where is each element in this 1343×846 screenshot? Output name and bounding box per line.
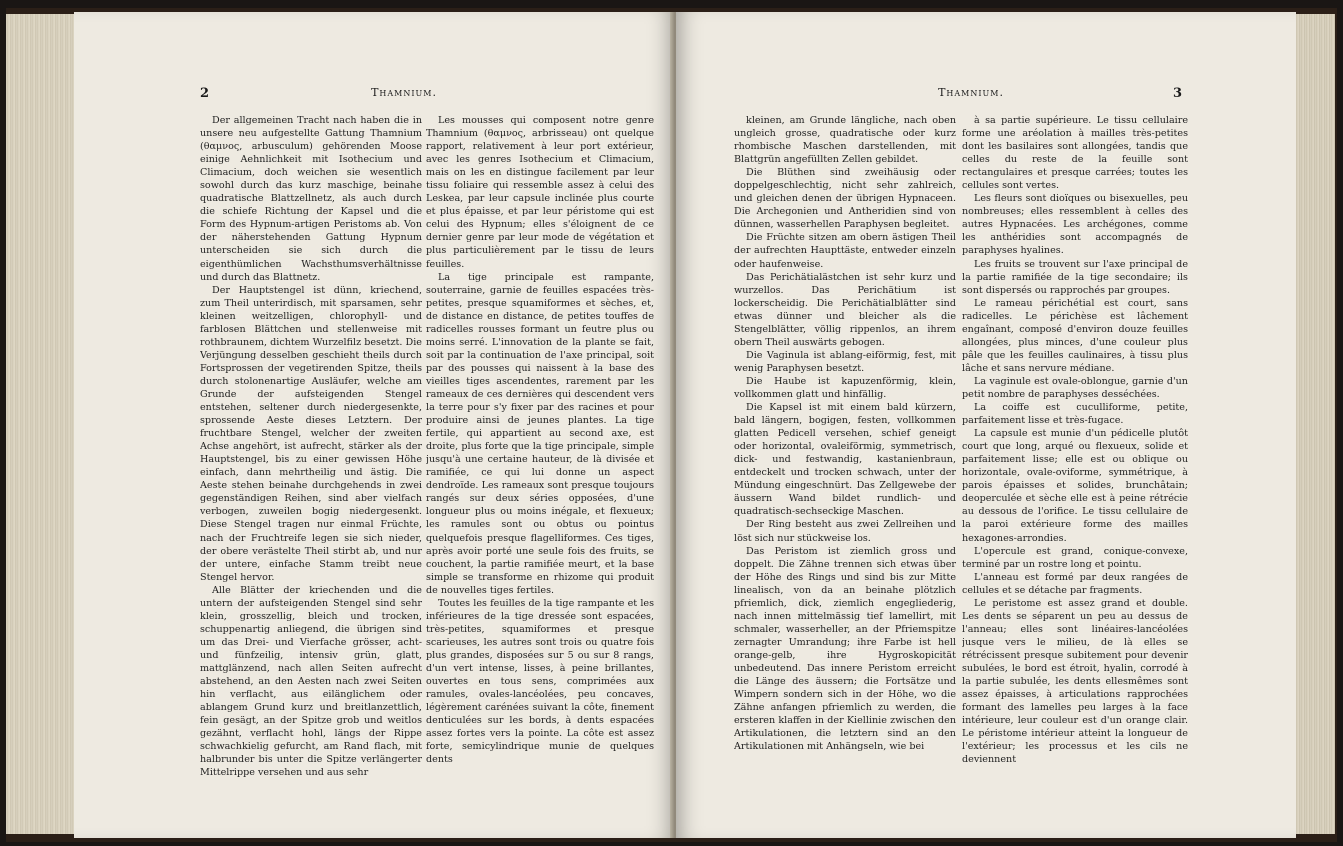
paragraph: Der Ring besteht aus zwei Zellreihen und löst sich nur stückweise los. bbox=[734, 519, 956, 544]
paragraph: L'anneau est formé par deux rangées de cellules et se détache par fragments. bbox=[962, 571, 1188, 596]
paragraph: La capsule est munie d'un pédicelle plutôt court que long, arqué ou flexueux, solide et parfaitement lisse; elle est ou oblique ou horizontale, ovale-oviforme, symmétrique, à parois épaisses et solides, brunchâtain; deoperculée et sèche elle est à peine rétrécie au dessous de l'orifice. Le tissu cellulaire de la paroi extérieure forme des mailles hexagones-arrondies. bbox=[962, 428, 1188, 544]
paragraph: Les mousses qui composent notre genre Thamnium (θαμνος, arbrisseau) ont quelque rapport, relativement à leur port extérieur, avec les genres Isothecium et Climacium, mais on les en distingue facilement par leur tissu foliaire qui ressemble assez à celui des Leskea, par leur capsule inclinée plus courte et plus épaisse, et par leur péristome qui est celui des Hypnum; elles s'éloignent de ce dernier genre par leur mode de végétation et plus particulièrement par le tissu de leurs feuilles. bbox=[426, 115, 654, 270]
french-column bbox=[426, 114, 654, 814]
right-page-edges bbox=[1294, 14, 1335, 834]
paragraph: Der allgemeinen Tracht nach haben die in unsere neu aufgestellte Gattung Thamnium (θαμνος, arbusculum) gehörenden Moose einige Aehnlichkeit mit Isothecium und Climacium, doch weichen sie wesentlich sowohl durch das kurz maschige, beinahe quadratische Blattzellnetz, als auch durch die schiefe Richtung der Kapsel und die Form des Hypnum-artigen Peristoms ab. Von der näherstehenden Gattung Hypnum unterscheiden sie sich durch die eigenthümlichen Wachsthumsverhältnisse und durch das Blattnetz. bbox=[200, 115, 422, 283]
paragraph: Das Perichätialästchen ist sehr kurz und wurzellos. Das Perichätium ist lockerscheidig. Die Perichätialblätter sind etwas dünner und bleicher als die Stengelblätter, völlig rippenlos, an ihrem obern Theil auswärts gebogen. bbox=[734, 271, 956, 348]
paragraph: Les fruits se trouvent sur l'axe principal de la partie ramifiée de la tige secondaire; ils sont dispersés ou rapprochés par groupes. bbox=[962, 258, 1188, 296]
running-head: Thamnium. bbox=[938, 86, 1004, 99]
paragraph: Die Haube ist kapuzenförmig, klein, vollkommen glatt und hinfällig. bbox=[734, 375, 956, 400]
running-head: Thamnium. bbox=[371, 86, 437, 99]
right-page bbox=[676, 12, 1296, 838]
paragraph: L'opercule est grand, conique-convexe, terminé par un rostre long et pointu. bbox=[962, 545, 1188, 570]
paragraph: Die Früchte sitzen am obern ästigen Theil der aufrechten Haupttäste, entweder einzeln oder haufenweise. bbox=[734, 232, 956, 270]
paragraph: Die Kapsel ist mit einem bald kürzern, bald längern, bogigen, festen, vollkommen glatten Pedicell versehen, schief geneigt oder horizontal, ovaleiförmig, symmetrisch, dick- und festwandig, kastanienbraun, entdeckelt und trocken schwach, unter der Mündung eingeschnürt. Das Zellgewebe der äussern Wand bildet rundlich- und quadratisch-sechseckige Maschen. bbox=[734, 402, 956, 518]
paragraph: La vaginule est ovale-oblongue, garnie d'un petit nombre de paraphyses desséchées. bbox=[962, 375, 1188, 400]
paragraph: Les fleurs sont dioïques ou bisexuelles, peu nombreuses; elles ressemblent à celles des autres Hypnacées. Les archégones, comme les anthéridies sont accompagnés de paraphyses hyalines. bbox=[962, 193, 1188, 257]
paragraph: Alle Blätter der kriechenden und die untern der aufsteigenden Stengel sind sehr klein, grosszellig, bleich und trocken, schuppenartig anliegend, die übrigen sind um das Drei- und Vierfache grösser, acht- und fünfzeilig, intensiv grün, glatt, mattglänzend, nach allen Seiten aufrecht abstehend, an den Aesten nach zwei Seiten hin verflacht, aus eilänglichem oder ablangem Grund kurz und breitlanzettlich, fein gesägt, an der Spitze grob und weitlos gezähnt, verflacht hohl, längs der Rippe schwachkielig gefurcht, am Rand flach, mit halbrunder bis unter die Spitze verlängerter Mittelrippe versehen und aus sehr bbox=[200, 584, 422, 779]
page-number: 3 bbox=[1172, 86, 1182, 101]
left-page bbox=[74, 12, 674, 838]
paragraph: Die Vaginula ist ablang-eiförmig, fest, mit wenig Paraphysen besetzt. bbox=[734, 349, 956, 374]
paragraph: kleinen, am Grunde längliche, nach oben ungleich grosse, quadratische oder kurz rhombische Maschen darstellenden, mit Blattgrün angefüllten Zellen gebildet. bbox=[734, 115, 956, 166]
paragraph: La tige principale est rampante, souterraine, garnie de feuilles espacées très-petites, presque squamiformes et sèches, et, de distance en distance, de petites touffes de radicelles rousses formant un feutre plus ou moins serré. L'innovation de la plante se fait, soit par la continuation de l'axe principal, soit par des pousses qui naissent à la base des vieilles tiges ascendentes, rarement par les rameaux de ces dernières qui descendent vers la terre pour s'y fixer par des racines et pour produire ainsi de jeunes plantes. La tige fertile, qui appartient au second axe, est droite, plus forte que la tige principale, simple jusqu'à une certaine hauteur, de là divisée et ramifiée, ce qui lui donne un aspect dendroïde. Les rameaux sont presque toujours rangés sur deux séries opposées, d'une longueur plus ou moins inégale, et flexueux; les ramules sont ou obtus ou pointus quelquefois presque flagelliformes. Ces tiges, après avoir porté une seule fois des fruits, se couchent, la partie ramifiée meurt, et la base simple se transforme en rhizome qui produit de nouvelles tiges fertiles. bbox=[426, 271, 654, 596]
german-column bbox=[734, 114, 956, 814]
paragraph: à sa partie supérieure. Le tissu cellulaire forme une aréolation à mailles très-petites dont les basilaires sont allongées, tandis que celles du reste de la feuille sont rectangulaires et presque carrées; toutes les cellules sont vertes. bbox=[962, 115, 1188, 192]
paragraph: Le peristome est assez grand et double. Les dents se séparent un peu au dessus de l'anneau; elles sont linéaires-lancéolées jusque vers le milieu, de là elles se rétrécissent presque subitement pour devenir subulées, le bord est étroit, hyalin, corrodé à la partie subulée, les dents ellesmêmes sont assez épaisses, à articulations rapprochées formant des lamelles peu larges à la face intérieure, leur couleur est d'un orange clair. Le péristome intérieur atteint la longueur de l'extérieur; les processus et les cils ne deviennent bbox=[962, 597, 1188, 766]
left-page-edges bbox=[6, 14, 77, 834]
french-column bbox=[962, 114, 1188, 814]
paragraph: La coiffe est cuculliforme, petite, parfaitement lisse et très-fugace. bbox=[962, 402, 1188, 427]
paragraph: Der Hauptstengel ist dünn, kriechend, zum Theil unterirdisch, mit sparsamen, sehr kleinen weitzelligen, chlorophyll- und farblosen Blättchen und stellenweise mit rothbraunem, dichtem Wurzelfilz besetzt. Die Verjüngung desselben geschieht theils durch Fortsprossen der vegetirenden Spitze, theils durch stolonenartige Ausläufer, welche am Grunde der aufsteigenden Stengel entstehen, seltener durch niedergesenkte, sprossende Aeste dieses Letztern. Der fruchtbare Stengel, welcher der zweiten Achse angehört, ist aufrecht, stärker als der Hauptstengel, bis zu einer gewissen Höhe einfach, dann mehrtheilig und ästig. Die Aeste stehen beinahe durchgehends in zwei gegenständigen Reihen, sind aber vielfach verbogen, zuweilen bogig niedergesenkt. Diese Stengel tragen nur einmal Früchte, nach der Fruchtreife legen sie sich nieder, der obere verästelte Theil stirbt ab, und nur der untere, einfache Stamm treibt neue Stengel hervor. bbox=[200, 284, 422, 583]
right-page-header bbox=[676, 82, 1296, 104]
paragraph: Le rameau périchétial est court, sans radicelles. Le périchèse est lâchement engaînant, composé d'environ douze feuilles allongées, plus minces, d'une couleur plus pâle que les feuilles caulinaires, à tissu plus lâche et sans nervure médiane. bbox=[962, 297, 1188, 374]
paragraph: Das Peristom ist ziemlich gross und doppelt. Die Zähne trennen sich etwas über der Höhe des Rings und sind bis zur Mitte linealisch, von da an beinahe plötzlich pfriemlich, dick, ziemlich engegliederig, nach innen mittelmässig tief lamellirt, mit schmaler, wasserheller, an der Pfriemspitze zernagter Umrandung; ihre Farbe ist hell orange-gelb, ihre Hygroskopicität unbedeutend. Das innere Peristom erreicht die Länge des äussern; die Fortsätze und Wimpern sondern sich in der Höhe, wo die Zähne anfangen pfriemlich zu werden, die ersteren klaffen in der Kiellinie zwischen den Artikulationen, die letztern sind an den Artikulationen mit Anhängseln, wie bei bbox=[734, 545, 956, 753]
page-number: 2 bbox=[200, 86, 210, 101]
paragraph: Toutes les feuilles de la tige rampante et les inférieures de la tige dressée sont espacées, très-petites, squamiformes et presque scarieuses, les autres sont trois ou quatre fois plus grandes, disposées sur 5 ou sur 8 rangs, d'un vert intense, lisses, à peine brillantes, ouvertes en tous sens, comprimées aux ramules, ovales-lancéolées, peu concaves, légèrement carénées suivant la côte, finement denticulées sur les bords, à dents espacées assez fortes vers la pointe. La côte est assez forte, semicylindrique munie de quelques dents bbox=[426, 597, 654, 766]
left-page-header bbox=[74, 82, 674, 104]
german-column bbox=[200, 114, 422, 814]
paragraph: Die Blüthen sind zweihäusig oder doppelgeschlechtig, nicht sehr zahlreich, und gleichen denen der übrigen Hypnaceen. Die Archegonien und Antheridien sind von dünnen, wasserhellen Paraphysen begleitet. bbox=[734, 167, 956, 231]
